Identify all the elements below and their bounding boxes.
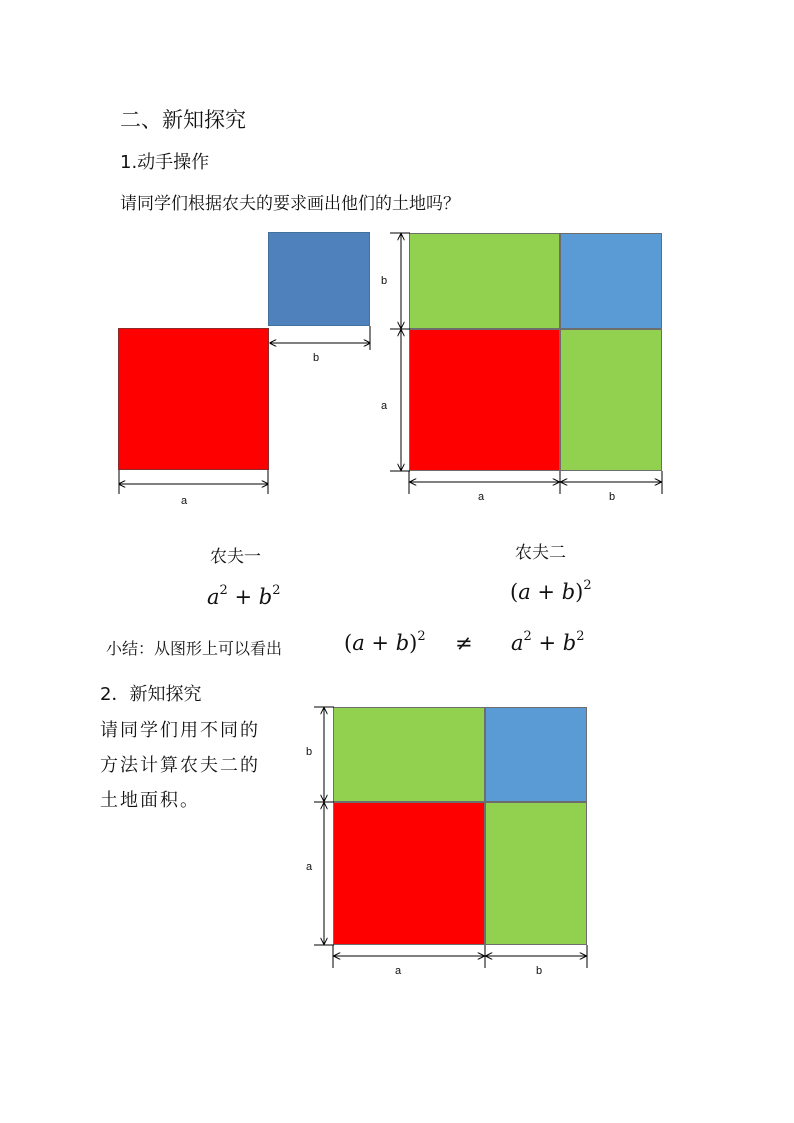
part2-text-line: 方法计算农夫二的 xyxy=(100,755,260,776)
fig3-a-horizontal-label: a xyxy=(395,965,402,977)
summary-rhs-formula: $a^2 + b^2$ xyxy=(511,629,585,655)
fig3-b-horizontal-label: b xyxy=(536,965,543,977)
section-title: 二、新知探究 xyxy=(120,108,246,132)
fig2-b-horizontal-label: b xyxy=(609,491,616,503)
fig2-a-vertical-label: a xyxy=(381,400,388,412)
farmer-two-formula: $(a + b)^2$ xyxy=(510,578,592,604)
part2-title: 2．新知探究 xyxy=(100,684,202,705)
part1-title: 1.动手操作 xyxy=(120,152,210,173)
fig1-b-label: b xyxy=(313,352,320,364)
farmer-one-label: 农夫一 xyxy=(210,547,261,567)
fig2-b-vertical-label: b xyxy=(381,275,388,287)
farmer-one-formula: $a^2 + b^2$ xyxy=(207,583,281,609)
farmer-two-label: 农夫二 xyxy=(515,543,566,563)
fig1-a-label: a xyxy=(181,495,188,507)
summary-neq-sign: ≠ xyxy=(455,631,473,655)
part2-text-line: 请同学们用不同的 xyxy=(100,720,260,741)
summary-prefix: 小结：从图形上可以看出 xyxy=(106,639,283,658)
part2-text-line: 土地面积。 xyxy=(100,790,200,811)
fig2-a-horizontal-label: a xyxy=(478,491,485,503)
part2-text xyxy=(100,713,260,818)
fig3-a-vertical-label: a xyxy=(306,861,313,873)
fig3-b-vertical-label: b xyxy=(306,746,313,758)
summary-lhs-formula: $(a + b)^2$ xyxy=(344,629,426,655)
part1-prompt: 请同学们根据农夫的要求画出他们的土地吗？ xyxy=(120,194,460,214)
